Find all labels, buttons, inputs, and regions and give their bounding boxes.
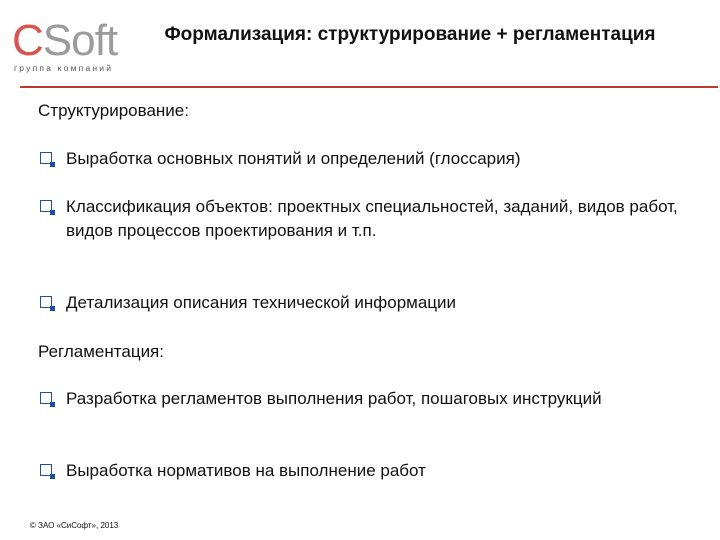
bullet-text: Классификация объектов: проектных специальностей, заданий, видов работ, видов процессов проектирования и т.п.	[66, 197, 678, 240]
logo-letters-soft: Soft	[42, 16, 118, 65]
bullet-text: Детализация описания технической информации	[66, 293, 457, 312]
company-logo	[12, 18, 130, 76]
slide-title: Формализация: структурирование + регламентация	[164, 24, 656, 45]
bullet-text: Разработка регламентов выполнения работ, пошаговых инструкций	[66, 389, 602, 408]
logo-letter-c: C	[12, 16, 43, 65]
checkbox-bullet-icon	[40, 464, 52, 476]
bullet-item	[40, 147, 680, 171]
checkbox-bullet-icon	[40, 392, 52, 404]
checkbox-bullet-icon	[40, 152, 52, 164]
bullet-item	[40, 195, 680, 243]
bullet-item	[40, 387, 680, 411]
header-divider	[20, 86, 718, 88]
bullet-text: Выработка основных понятий и определений (глоссария)	[66, 149, 521, 168]
bullet-text: Выработка нормативов на выполнение работ	[66, 461, 426, 480]
logo-wordmark	[12, 18, 117, 64]
logo-subtitle: группа компаний	[14, 63, 114, 73]
checkbox-bullet-icon	[40, 200, 52, 212]
copyright-footer: © ЗАО «СиСофт», 2013	[30, 521, 119, 530]
bullet-item	[40, 291, 680, 315]
bullet-item	[40, 459, 680, 483]
section-heading-structuring: Структурирование:	[38, 101, 189, 120]
section-heading-regulation: Регламентация:	[38, 342, 164, 361]
checkbox-bullet-icon	[40, 296, 52, 308]
